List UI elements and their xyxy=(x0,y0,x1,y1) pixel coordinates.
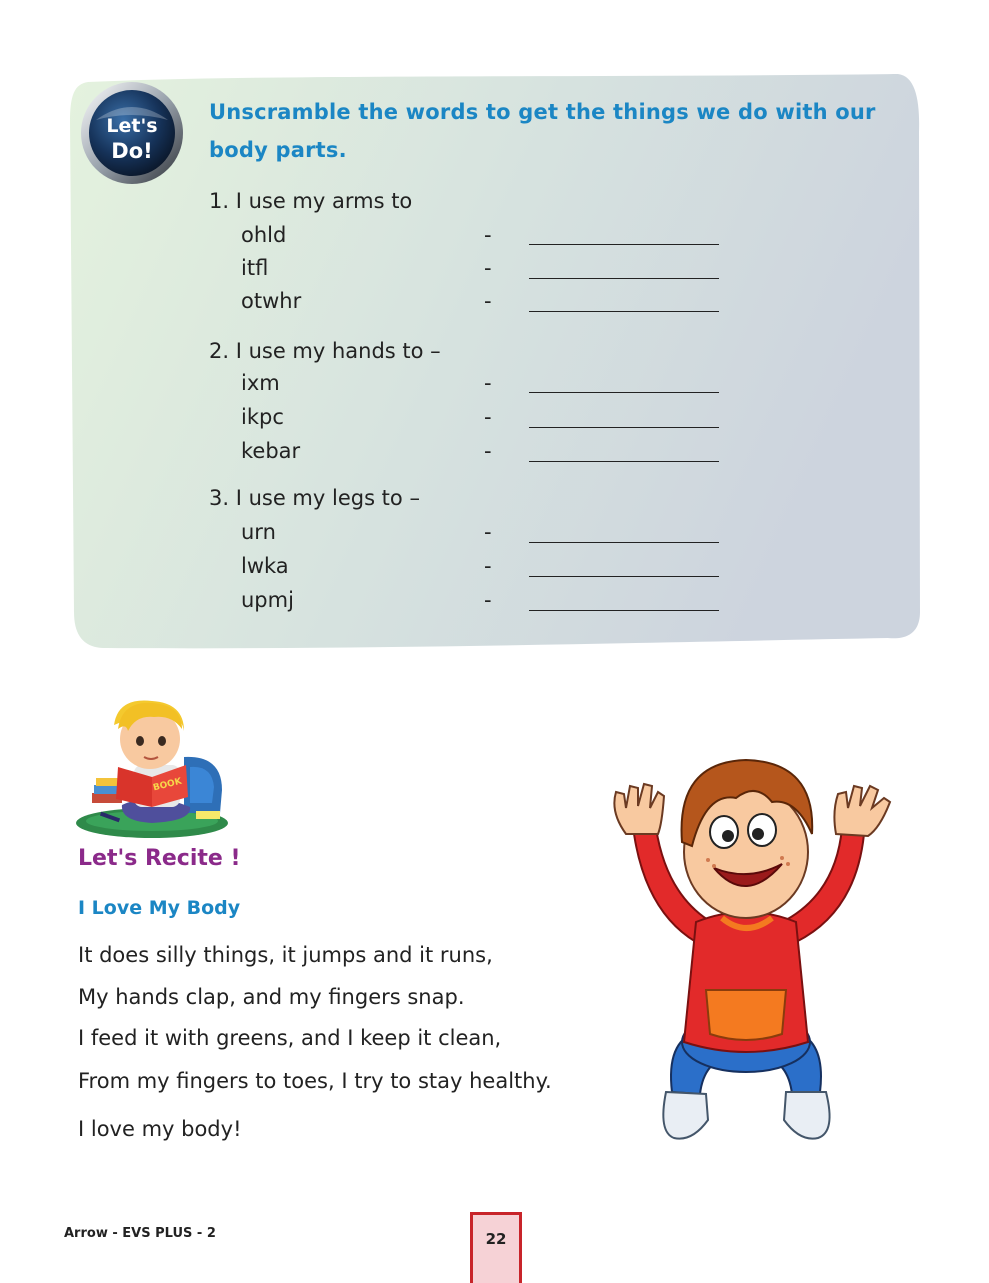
poem-line: From my fingers to toes, I try to stay healthy. xyxy=(78,1069,552,1093)
answer-blank[interactable] xyxy=(529,610,719,611)
dash: - xyxy=(484,439,492,463)
activity-instruction: Unscramble the words to get the things we do with our body parts. xyxy=(209,100,876,162)
answer-blank[interactable] xyxy=(529,392,719,393)
scrambled-word: ikpc xyxy=(241,405,284,429)
dash: - xyxy=(484,588,492,612)
scrambled-word: upmj xyxy=(241,588,294,612)
question-prompt: 2. I use my hands to – xyxy=(209,339,441,363)
badge-line1: Let's xyxy=(106,115,158,137)
dash: - xyxy=(484,554,492,578)
answer-blank[interactable] xyxy=(529,576,719,577)
question-prompt: 3. I use my legs to – xyxy=(209,486,420,510)
jumping-boy-illustration xyxy=(596,742,906,1170)
book-cover-text: BOOK xyxy=(152,776,183,794)
scrambled-word: ohld xyxy=(241,223,287,247)
scrambled-word: ixm xyxy=(241,371,280,395)
dash: - xyxy=(484,256,492,280)
scrambled-word: lwka xyxy=(241,554,289,578)
poem-line: It does silly things, it jumps and it runs, xyxy=(78,943,493,967)
dash: - xyxy=(484,520,492,544)
recite-heading: Let's Recite ! xyxy=(78,846,241,871)
dash: - xyxy=(484,405,492,429)
poem-title: I Love My Body xyxy=(78,897,241,919)
book-footer: Arrow - EVS PLUS - 2 xyxy=(64,1226,216,1241)
dash: - xyxy=(484,289,492,313)
answer-blank[interactable] xyxy=(529,244,719,245)
page-number-box xyxy=(470,1212,522,1283)
scrambled-word: urn xyxy=(241,520,276,544)
reading-boy-illustration xyxy=(72,695,232,840)
lets-do-badge xyxy=(76,80,188,186)
poem-line: My hands clap, and my fingers snap. xyxy=(78,985,465,1009)
answer-blank[interactable] xyxy=(529,311,719,312)
answer-blank[interactable] xyxy=(529,461,719,462)
answer-blank[interactable] xyxy=(529,278,719,279)
poem-line: I love my body! xyxy=(78,1117,242,1141)
scrambled-word: itfl xyxy=(241,256,269,280)
question-prompt: 1. I use my arms to xyxy=(209,189,413,213)
page-number: 22 xyxy=(485,1230,507,1248)
badge-line2: Do! xyxy=(111,139,153,163)
dash: - xyxy=(484,223,492,247)
answer-blank[interactable] xyxy=(529,427,719,428)
dash: - xyxy=(484,371,492,395)
poem-line: I feed it with greens, and I keep it clean, xyxy=(78,1026,502,1050)
answer-blank[interactable] xyxy=(529,542,719,543)
scrambled-word: otwhr xyxy=(241,289,302,313)
scrambled-word: kebar xyxy=(241,439,301,463)
